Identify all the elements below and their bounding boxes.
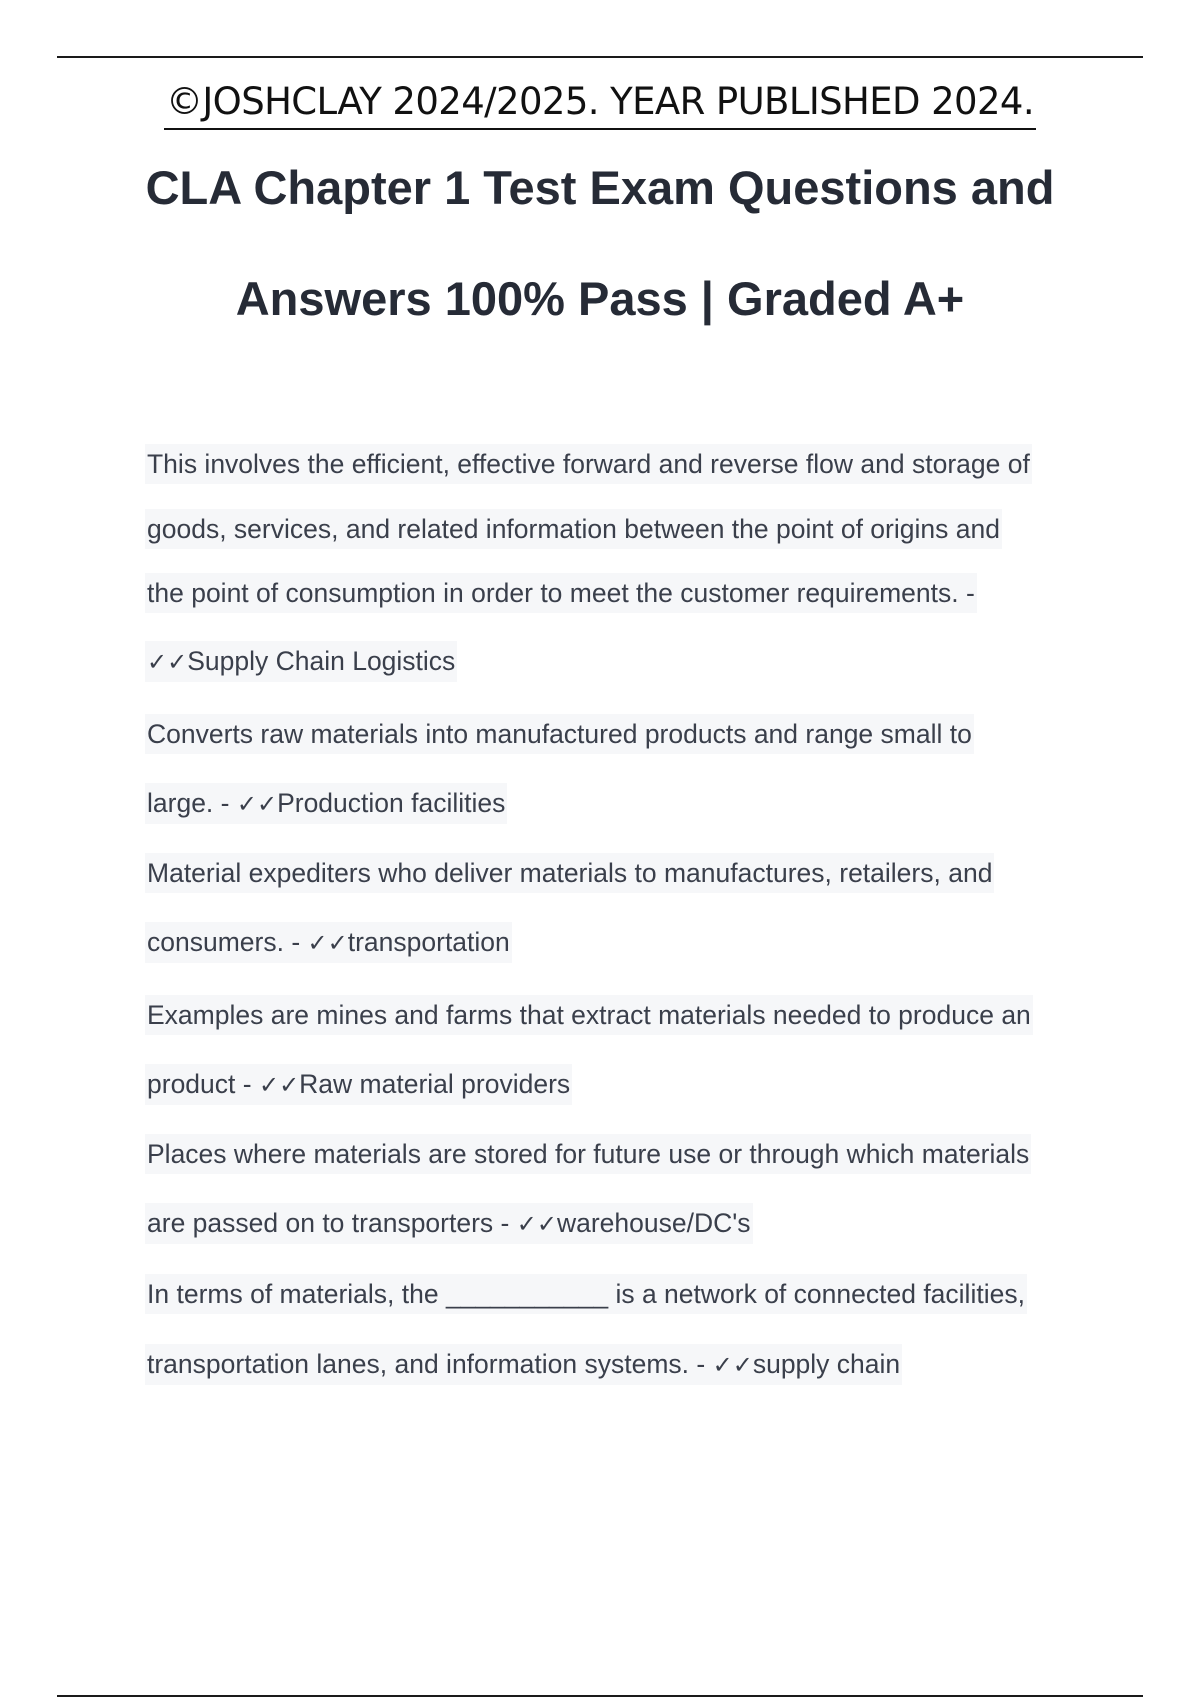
answer-line <box>145 1344 902 1385</box>
answer-text: warehouse/DC's <box>556 1208 751 1238</box>
answer-line <box>145 922 512 963</box>
document-title-line-1: CLA Chapter 1 Test Exam Questions and <box>145 161 1055 214</box>
answer-text: Supply Chain Logistics <box>187 646 456 676</box>
answer-line <box>145 1064 572 1105</box>
answer-line <box>145 641 457 682</box>
question-line: Places where materials are stored for future use or through which materials <box>145 1134 1031 1174</box>
question-line: the point of consumption in order to meet the customer requirements. - <box>145 573 977 613</box>
checkmark-icon: ✓✓ <box>712 1351 753 1379</box>
checkmark-icon: ✓✓ <box>516 1210 557 1238</box>
question-tail: transportation lanes, and information systems. - <box>147 1349 713 1379</box>
answer-line <box>145 783 507 824</box>
copyright-header <box>0 76 1200 130</box>
answer-text: transportation <box>347 927 510 957</box>
question-line: Converts raw materials into manufactured products and range small to <box>145 714 974 754</box>
checkmark-icon: ✓✓ <box>258 1071 300 1099</box>
document-title-line-2: Answers 100% Pass | Graded A+ <box>235 272 965 325</box>
question-tail: large. - <box>147 788 237 818</box>
top-rule <box>57 56 1143 58</box>
checkmark-icon: ✓✓ <box>307 929 348 957</box>
question-line: Examples are mines and farms that extract materials needed to produce an <box>145 995 1033 1035</box>
question-line: Material expediters who deliver materials to manufactures, retailers, and <box>145 853 994 893</box>
answer-text: supply chain <box>752 1349 901 1379</box>
answer-text: Raw material providers <box>299 1069 571 1099</box>
question-line: goods, services, and related information between the point of origins and <box>145 509 1002 549</box>
checkmark-icon: ✓✓ <box>236 790 278 818</box>
answer-text: Production facilities <box>277 788 506 818</box>
question-tail: consumers. - <box>147 927 308 957</box>
copyright-text: ©JOSHCLAY 2024/2025. YEAR PUBLISHED 2024. <box>164 76 1036 130</box>
question-tail: product - <box>147 1069 259 1099</box>
bottom-rule <box>57 1695 1143 1697</box>
question-line: In terms of materials, the ___________ is a network of connected facilities, <box>145 1274 1027 1314</box>
answer-line <box>145 1203 753 1244</box>
question-line: This involves the efficient, effective forward and reverse flow and storage of <box>145 444 1032 484</box>
checkmark-icon: ✓✓ <box>147 648 188 676</box>
question-tail: are passed on to transporters - <box>147 1208 517 1238</box>
